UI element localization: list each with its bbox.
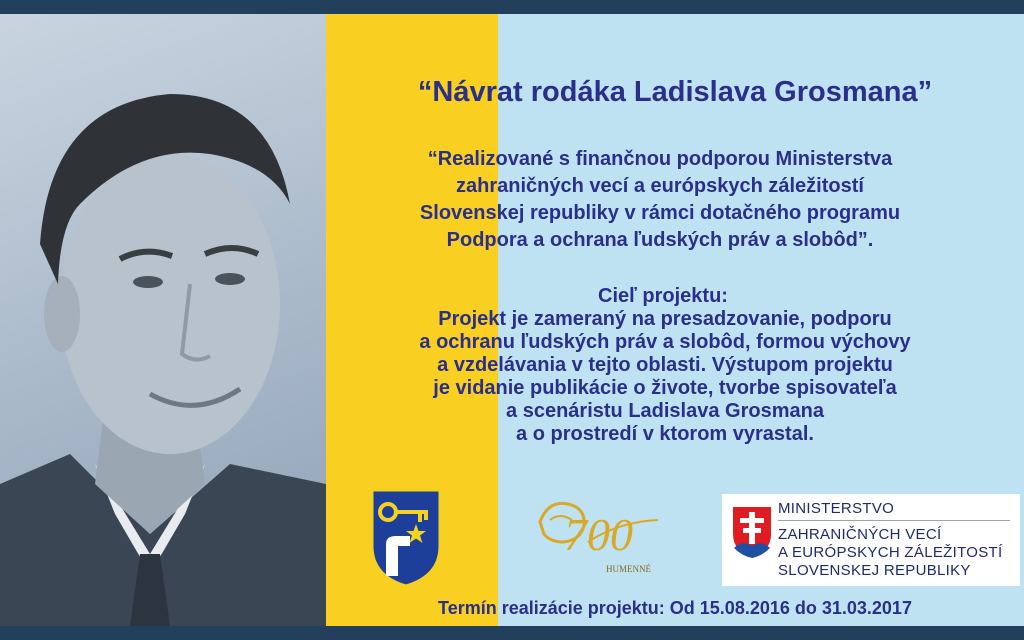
logo-700-city: HUMENNÉ — [606, 564, 651, 574]
ministry-line-4: SLOVENSKEJ REPUBLIKY — [778, 562, 971, 579]
goal-line-6: a o prostredí v ktorom vyrastal. — [516, 423, 814, 445]
ministry-line-3: A EURÓPSKYCH ZÁLEŽITOSTÍ — [778, 544, 1003, 561]
goal-line-3: a vzdelávania v tejto oblasti. Výstupom projektu — [437, 354, 893, 376]
page-title: “Návrat rodáka Ladislava Grosmana” — [417, 76, 933, 108]
frame-top-bar — [0, 0, 1024, 14]
goal-line-2: a ochranu ľudských práv a slobôd, formou výchovy — [419, 331, 911, 353]
support-line-2: zahraničných vecí a európskych záležitostí — [456, 175, 864, 197]
project-period: Termín realizácie projektu: Od 15.08.2016 do 31.03.2017 — [438, 598, 912, 618]
humenne-coat-of-arms — [370, 488, 442, 588]
support-statement — [340, 146, 980, 254]
frame-bottom-bar — [0, 626, 1024, 640]
portrait-illustration — [0, 14, 326, 626]
portrait-photo — [0, 14, 326, 626]
ministry-line-2: ZAHRANIČNÝCH VECÍ — [778, 526, 942, 543]
support-line-3: Slovenskej republiky v rámci dotačného programu — [419, 202, 901, 224]
support-line-1: “Realizované s finančnou podporou Ministerstva — [427, 148, 893, 170]
coat-of-arms-icon — [370, 488, 442, 588]
support-line-4: Podpora a ochrana ľudských práv a slobôd”. — [446, 229, 874, 251]
humenne-700-logo — [528, 492, 678, 582]
ministry-divider — [778, 520, 1010, 521]
goal-text — [340, 308, 990, 446]
slovak-coat-of-arms-icon — [730, 504, 774, 560]
goal-line-1: Projekt je zameraný na presadzovanie, podporu — [438, 308, 892, 330]
ministry-line-1: MINISTERSTVO — [778, 500, 895, 517]
logo-700-number: 700 — [564, 509, 633, 560]
ministry-logo — [722, 494, 1020, 586]
goal-line-5: a scenáristu Ladislava Grosmana — [506, 400, 824, 422]
goal-heading: Cieľ projektu: — [598, 285, 728, 307]
goal-line-4: je vidanie publikácie o živote, tvorbe spisovateľa — [433, 377, 897, 399]
